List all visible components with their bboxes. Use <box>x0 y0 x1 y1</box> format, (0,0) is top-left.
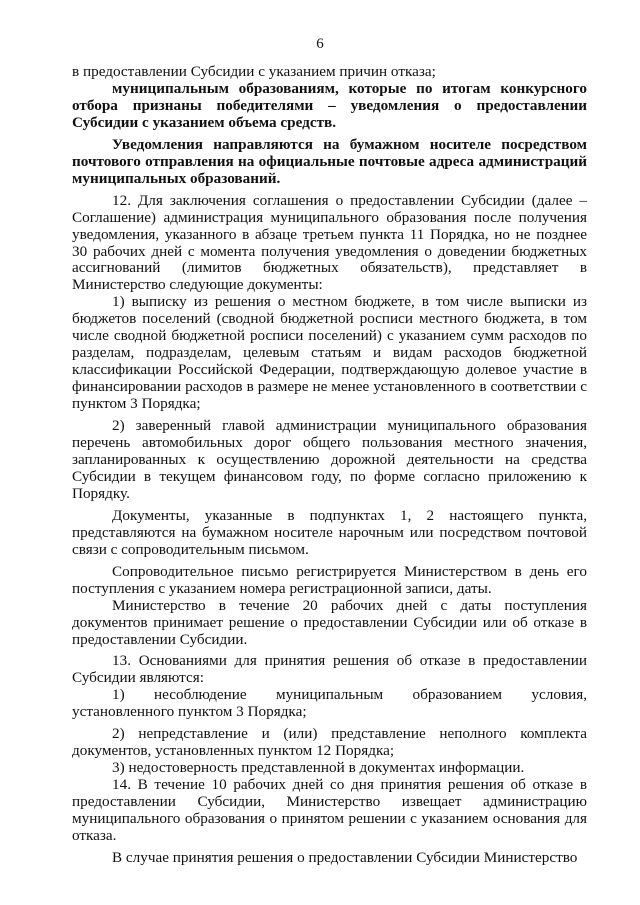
paragraph-15: В случае принятия решения о предоставлении Субсидии Министерство <box>112 848 578 866</box>
paragraph-11: 1) несоблюдение муниципальным образованием условия, установленного пунктом 3 Порядка; <box>72 686 587 721</box>
paragraph-5: 1) выписку из решения о местном бюджете, в том числе выписки из бюджетов поселений (сводной бюджетной росписи местного бюджета, в том числе сводной бюджетной росписи поселений) с указанием сумм расходов по разделам, подразделам, целевым статьям и видам расходов бюджетной классификации Российской Федерации, подтверждающую долевое участие в финансировании расходов в размере не менее установленного в соответствии с пунктом 3 Порядка; <box>72 293 587 413</box>
paragraph-10: 13. Основаниями для принятия решения об отказе в предоставлении Субсидии являются: <box>72 652 587 687</box>
paragraph-7: Документы, указанные в подпунктах 1, 2 настоящего пункта, представляются на бумажном носителе нарочным или посредством почтовой связи с сопроводительным письмом. <box>72 506 587 558</box>
paragraph-8: Сопроводительное письмо регистрируется Министерством в день его поступления с указанием номера регистрационной записи, даты. <box>72 562 587 597</box>
document-body <box>72 64 587 867</box>
paragraph-9: Министерство в течение 20 рабочих дней с даты поступления документов принимает решение о предоставлении Субсидии или об отказе в предоставлении Субсидии. <box>72 596 587 648</box>
paragraph-1: в предоставлении Субсидии с указанием причин отказа; <box>72 63 436 80</box>
paragraph-12: 2) непредставление и (или) представление неполного комплекта документов, установленных пунктом 12 Порядка; <box>72 725 587 760</box>
paragraph-14: 14. В течение 10 рабочих дней со дня принятия решения об отказе в предоставлении Субсидии, Министерство извещает администрацию муниципального образования о принятом решении с указанием основания для отказа. <box>72 776 587 844</box>
paragraph-2: муниципальным образованиям, которые по итогам конкурсного отбора признаны победителями – уведомления о предоставлении Субсидии с указанием объема средств. <box>72 79 587 131</box>
paragraph-13: 3) недостоверность представленной в документах информации. <box>112 759 525 777</box>
paragraph-4: 12. Для заключения соглашения о предоставлении Субсидии (далее – Соглашение) администрация муниципального образования после получения уведомления, указанного в абзаце третьем пункта 11 Порядка, но не позднее 30 рабочих дней с момента получения уведомления о доведении бюджетных ассигнований (лимитов бюджетных обязательств), представляет в Министерство следующие документы: <box>72 191 587 294</box>
paragraph-3: Уведомления направляются на бумажном носителе посредством почтового отправления на официальные почтовые адреса администраций муниципальных образований. <box>72 135 587 187</box>
paragraph-6: 2) заверенный главой администрации муниципального образования перечень автомобильных дорог общего пользования местного значения, запланированных к осуществлению дорожной деятельности на средства Субсидии в текущем финансовом году, по форме согласно приложению к Порядку. <box>72 417 587 502</box>
page-number: 6 <box>316 36 324 52</box>
